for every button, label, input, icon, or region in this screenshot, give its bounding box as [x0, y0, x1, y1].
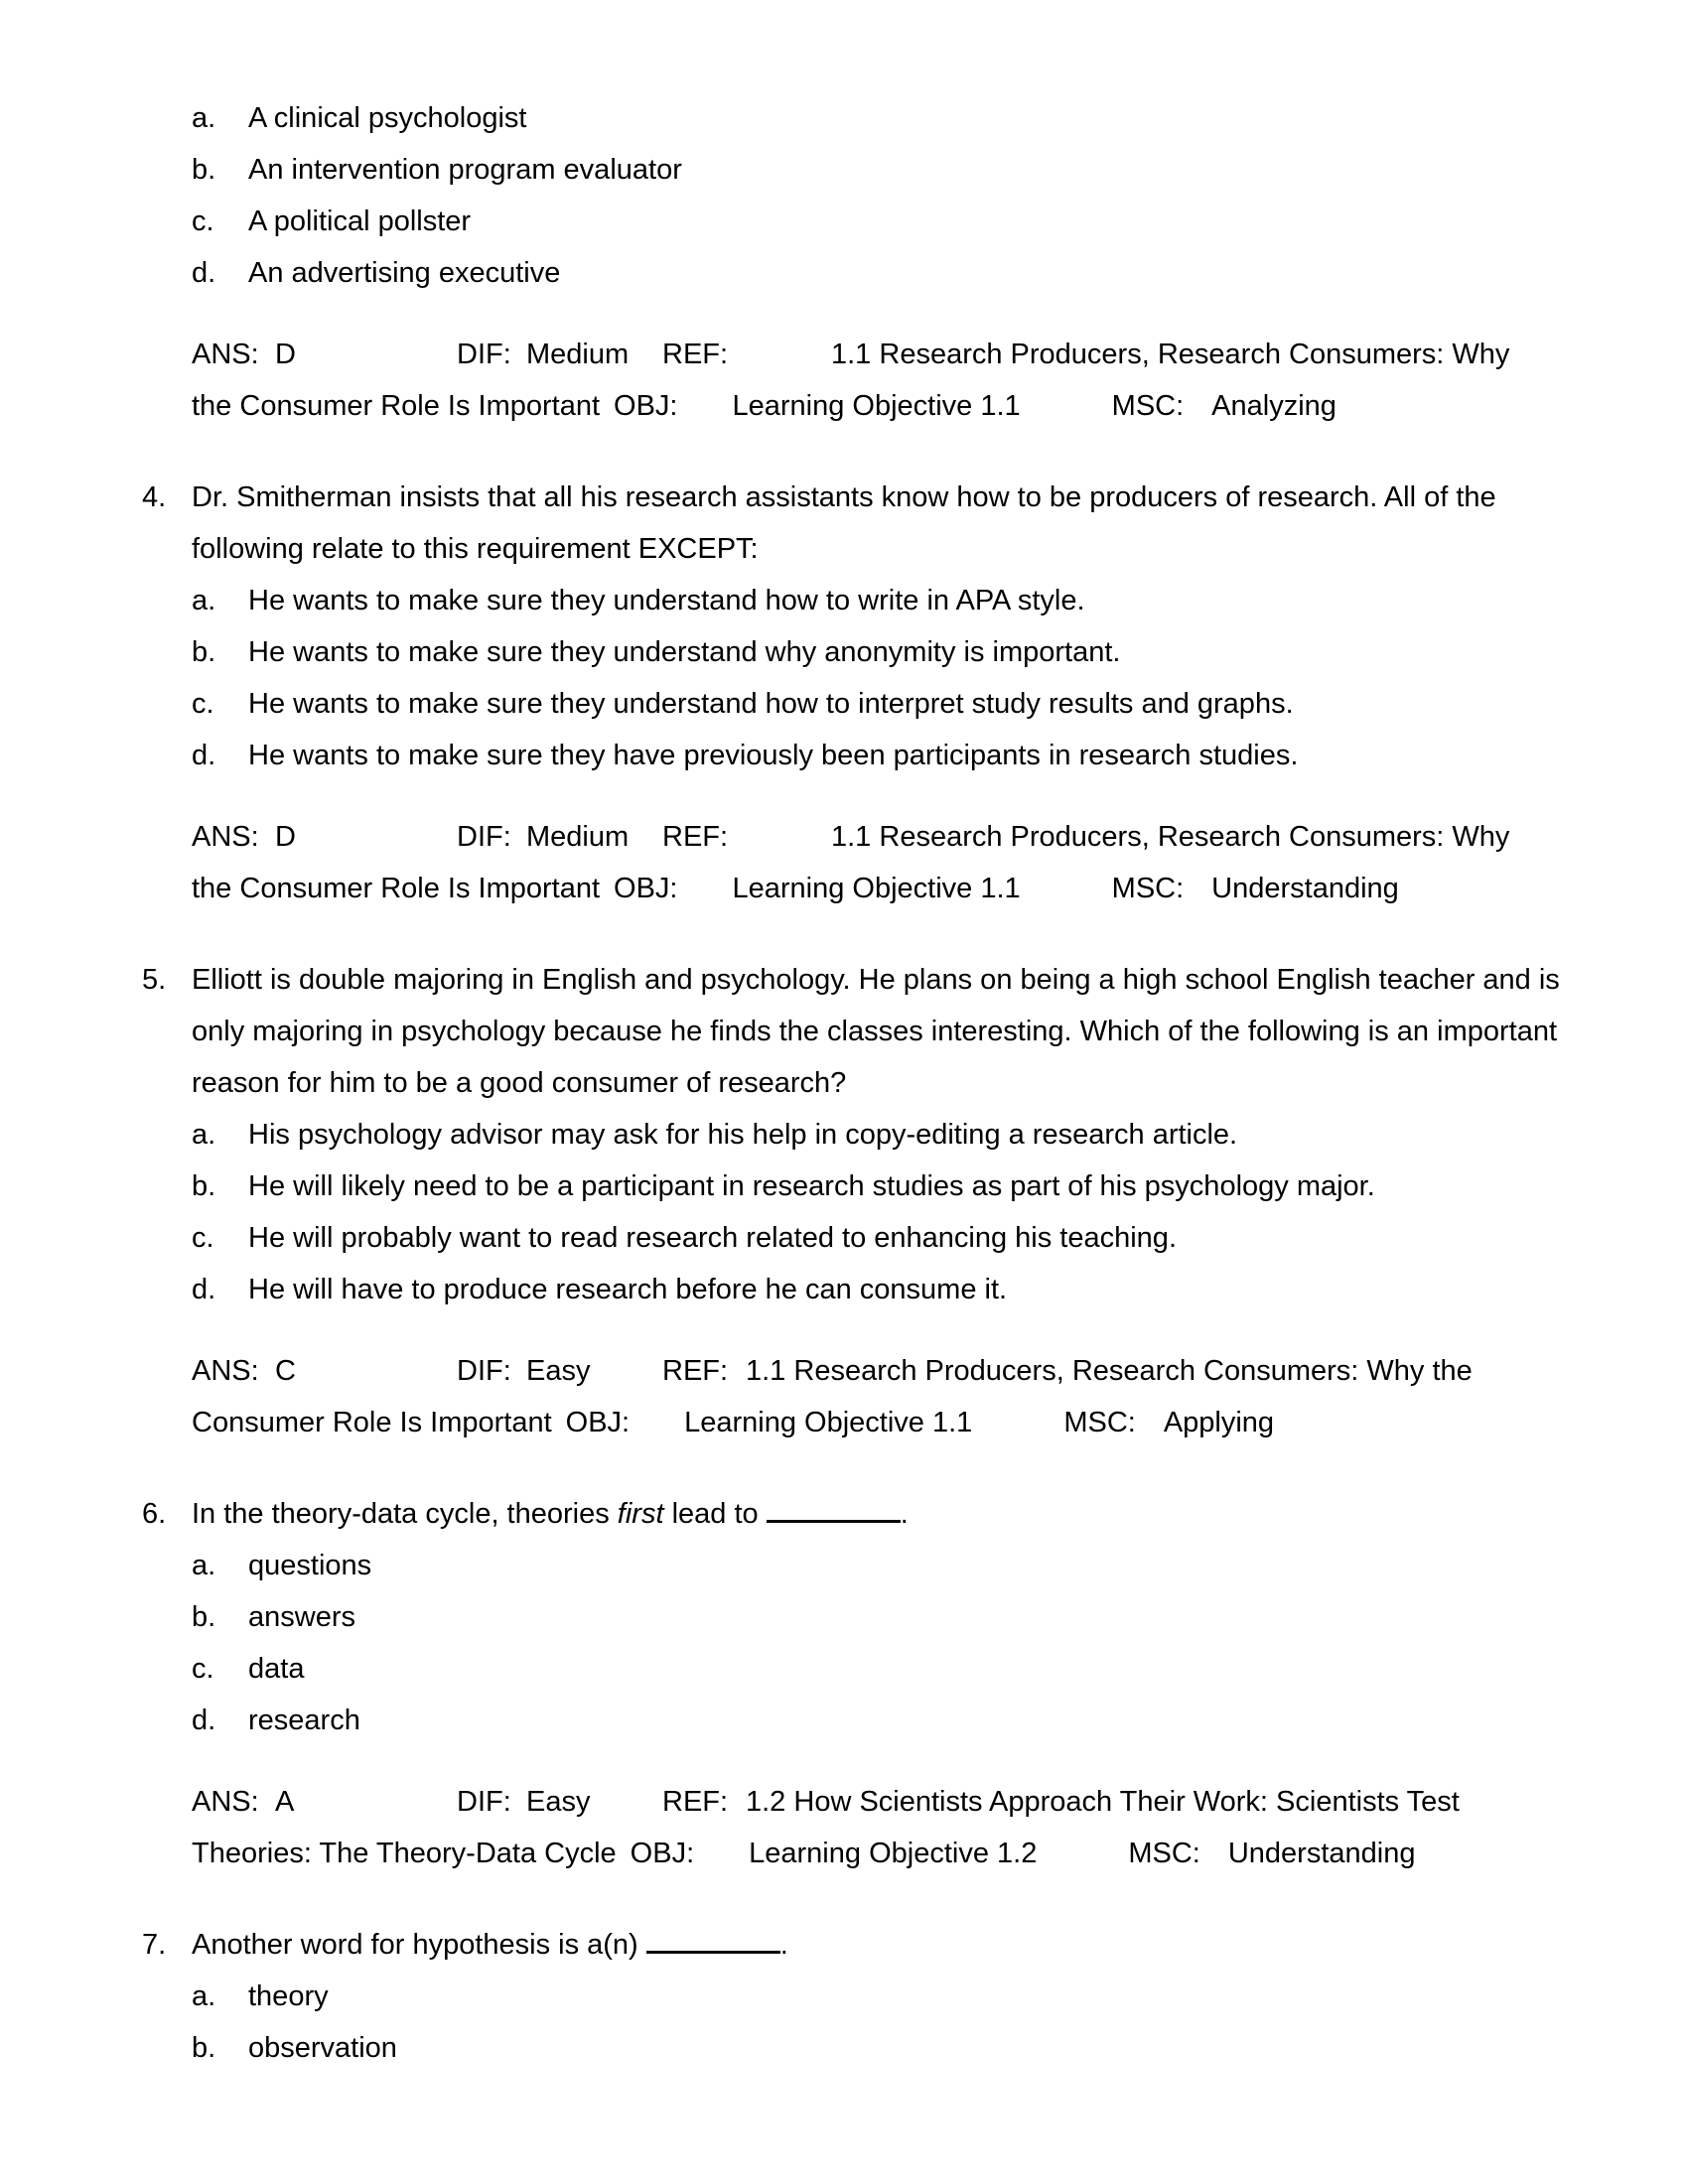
answer-meta-line1: [192, 1776, 1612, 1828]
question-7-partial: [142, 1919, 1612, 2074]
option-row: [192, 1695, 1612, 1746]
ref-value: 1.2 How Scientists Approach Their Work: Scientists Test: [746, 1786, 1460, 1818]
answer-meta-block: [192, 811, 1612, 914]
option-text: He will probably want to read research related to enhancing his teaching.: [248, 1222, 1177, 1254]
obj-label: OBJ:: [614, 873, 678, 904]
answer-meta-line2: [192, 863, 1612, 914]
dif-label: DIF:: [457, 1786, 511, 1818]
answer-meta-line1: [192, 811, 1612, 863]
ref-label: REF:: [662, 1786, 729, 1818]
answer-meta-line2: [192, 1397, 1612, 1448]
option-letter: b.: [192, 154, 216, 186]
option-letter: b.: [192, 1601, 216, 1633]
option-text: research: [248, 1705, 360, 1736]
document-page: [142, 92, 1612, 2074]
option-text: He wants to make sure they have previously been participants in research studies.: [248, 740, 1299, 771]
option-text: An intervention program evaluator: [248, 154, 682, 186]
option-row: [192, 196, 1612, 247]
obj-value: Learning Objective 1.1: [732, 390, 1021, 422]
option-letter: b.: [192, 636, 216, 668]
ref-label: REF:: [662, 339, 729, 370]
question-number: 6.: [142, 1498, 167, 1530]
question-row: [142, 472, 1612, 575]
question-text: Dr. Smitherman insists that all his research assistants know how to be producers of research. All of the following relate to this requirement EXCEPT:: [192, 481, 1496, 565]
ans-label: ANS:: [192, 1786, 259, 1818]
ref-value: 1.1 Research Producers, Research Consumers: Why: [831, 821, 1510, 853]
option-letter: a.: [192, 1119, 216, 1151]
ref-label: REF:: [662, 821, 729, 853]
option-text: He wants to make sure they understand how to write in APA style.: [248, 585, 1085, 616]
italic-word: first: [617, 1498, 664, 1530]
answer-meta-block: [192, 1345, 1612, 1448]
option-text: observation: [248, 2032, 397, 2064]
ans-label: ANS:: [192, 1355, 259, 1387]
msc-label: MSC:: [1111, 390, 1185, 422]
option-letter: c.: [192, 688, 214, 720]
sentence-period: .: [779, 1929, 788, 1961]
option-letter: a.: [192, 102, 216, 134]
question-number: 7.: [142, 1929, 167, 1961]
dif-value: Medium: [526, 821, 630, 853]
ans-value: D: [275, 821, 296, 853]
obj-value: Learning Objective 1.2: [749, 1838, 1038, 1869]
msc-label: MSC:: [1128, 1838, 1200, 1869]
option-letter: d.: [192, 1274, 216, 1305]
msc-label: MSC:: [1111, 873, 1185, 904]
option-text: theory: [248, 1980, 329, 2012]
answer-meta-line2: [192, 1828, 1612, 1879]
obj-label: OBJ:: [630, 1838, 695, 1869]
obj-label: OBJ:: [565, 1407, 631, 1438]
option-row: [192, 1643, 1612, 1695]
dif-value: Medium: [526, 339, 630, 370]
option-row: [192, 730, 1612, 781]
option-text: He will likely need to be a participant in research studies as part of his psychology major.: [248, 1170, 1375, 1202]
ans-value: A: [275, 1786, 295, 1818]
question-text: Elliott is double majoring in English and psychology. He plans on being a high school English teacher and is only majoring in psychology because he finds the classes interesting. Which of the following is an important reason for him to be a good consumer of research?: [192, 964, 1560, 1099]
question-5: [142, 954, 1612, 1448]
dif-value: Easy: [526, 1355, 591, 1387]
ans-label: ANS:: [192, 821, 259, 853]
question-row: [142, 954, 1612, 1109]
option-letter: c.: [192, 205, 214, 237]
option-text: questions: [248, 1550, 372, 1581]
ref-label: REF:: [662, 1355, 729, 1387]
answer-meta-line2: [192, 380, 1612, 432]
question-number: 4.: [142, 481, 167, 513]
option-text: A political pollster: [248, 205, 472, 237]
option-letter: a.: [192, 585, 216, 616]
sentence-period: .: [900, 1498, 909, 1530]
ans-label: ANS:: [192, 339, 259, 370]
obj-value: Learning Objective 1.1: [732, 873, 1021, 904]
dif-value: Easy: [526, 1786, 591, 1818]
dif-label: DIF:: [457, 821, 511, 853]
option-row: [192, 1264, 1612, 1315]
obj-value: Learning Objective 1.1: [684, 1407, 973, 1438]
msc-value: Analyzing: [1211, 390, 1336, 422]
option-text: answers: [248, 1601, 355, 1633]
answer-meta-line1: [192, 329, 1612, 380]
ref-value: 1.1 Research Producers, Research Consumers: Why the: [746, 1355, 1473, 1387]
option-row: [192, 2022, 1612, 2074]
option-text: He wants to make sure they understand how to interpret study results and graphs.: [248, 688, 1294, 720]
option-letter: b.: [192, 1170, 216, 1202]
question-row: [142, 1919, 1612, 1971]
option-row: [192, 144, 1612, 196]
dif-label: DIF:: [457, 1355, 511, 1387]
option-letter: a.: [192, 1550, 216, 1581]
option-letter: d.: [192, 257, 216, 289]
option-text: His psychology advisor may ask for his help in copy-editing a research article.: [248, 1119, 1238, 1151]
question-text-segment: Another word for hypothesis is a(n): [192, 1929, 646, 1961]
answer-meta-block: [192, 329, 1612, 432]
question-number: 5.: [142, 964, 167, 996]
option-row: [192, 247, 1612, 299]
ref-value: 1.1 Research Producers, Research Consumers: Why: [831, 339, 1510, 370]
question-text: [192, 1919, 1602, 1971]
option-row: [192, 1109, 1612, 1160]
option-row: [192, 678, 1612, 730]
option-letter: c.: [192, 1653, 214, 1685]
msc-value: Understanding: [1227, 1838, 1416, 1869]
question-row: [142, 1488, 1612, 1540]
answer-meta-line1: [192, 1345, 1612, 1397]
option-letter: d.: [192, 740, 216, 771]
obj-label: OBJ:: [614, 390, 678, 422]
ans-value: C: [275, 1355, 296, 1387]
msc-value: Understanding: [1211, 873, 1399, 904]
option-row: [192, 92, 1612, 144]
answer-meta-block: [192, 1776, 1612, 1879]
option-text: A clinical psychologist: [248, 102, 527, 134]
option-text: He will have to produce research before he can consume it.: [248, 1274, 1008, 1305]
answer-blank: [767, 1520, 901, 1523]
option-row: [192, 1212, 1612, 1264]
question-text: [192, 1488, 1602, 1540]
ref-value-continued: Theories: The Theory-Data Cycle: [192, 1838, 617, 1869]
option-text: An advertising executive: [248, 257, 561, 289]
ref-value-continued: Consumer Role Is Important: [192, 1407, 552, 1438]
option-letter: a.: [192, 1980, 216, 2012]
option-letter: d.: [192, 1705, 216, 1736]
answer-blank: [646, 1951, 780, 1954]
option-row: [192, 1971, 1612, 2022]
option-row: [192, 1160, 1612, 1212]
option-row: [192, 1591, 1612, 1643]
option-letter: c.: [192, 1222, 214, 1254]
dif-label: DIF:: [457, 339, 511, 370]
ans-value: D: [275, 339, 296, 370]
question-6: [142, 1488, 1612, 1879]
option-row: [192, 626, 1612, 678]
option-text: He wants to make sure they understand why anonymity is important.: [248, 636, 1121, 668]
msc-value: Applying: [1163, 1407, 1275, 1438]
ref-value-continued: the Consumer Role Is Important: [192, 873, 601, 904]
option-letter: b.: [192, 2032, 216, 2064]
option-row: [192, 575, 1612, 626]
question-text-segment: lead to: [663, 1498, 767, 1530]
ref-value-continued: the Consumer Role Is Important: [192, 390, 601, 422]
question-4: [142, 472, 1612, 914]
question-text-segment: In the theory-data cycle, theories: [192, 1498, 618, 1530]
question-3-partial: [142, 92, 1612, 432]
option-row: [192, 1540, 1612, 1591]
msc-label: MSC:: [1063, 1407, 1136, 1438]
option-text: data: [248, 1653, 305, 1685]
